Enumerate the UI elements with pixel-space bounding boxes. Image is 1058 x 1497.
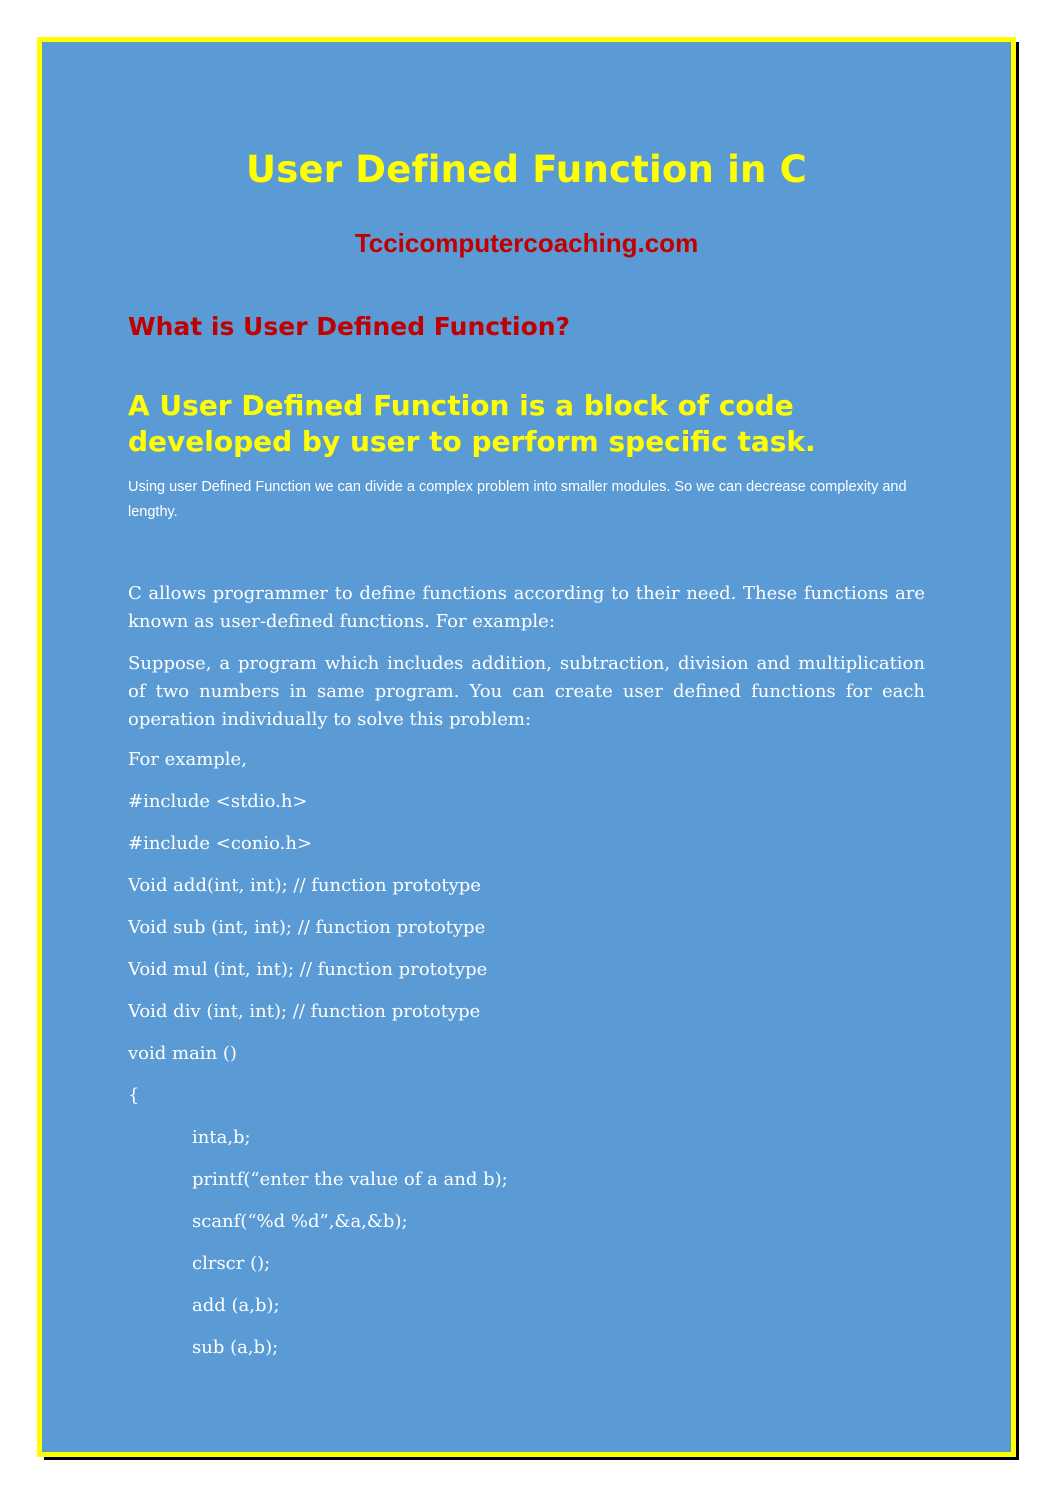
code-line: #include <conio.h> [128,833,313,854]
site-name: Tccicomputercoaching.com [354,228,699,258]
code-line: Void sub (int, int); // function prototype [128,917,486,938]
code-line: clrscr (); [192,1253,271,1274]
code-line: Void mul (int, int); // function prototype [128,959,488,980]
code-line: { [128,1085,140,1106]
document-page [37,37,1016,1457]
code-line: void main () [128,1043,237,1064]
code-line: scanf(“%d %d”,&a,&b); [192,1211,408,1232]
code-line: For example, [128,749,247,770]
note-text: Using user Defined Function we can divide a complex problem into smaller modules. So we can decrease complexity and lengthy. [128,479,907,520]
code-line: Void add(int, int); // function prototype [128,875,481,896]
body-paragraph-1: C allows programmer to define functions according to their need. These functions are known as user-defined functions. For example: [128,583,925,632]
code-line: inta,b; [192,1127,251,1148]
code-line: printf(“enter the value of a and b); [192,1169,508,1190]
body-paragraph-2: Suppose, a program which includes addition, subtraction, division and multiplication of two numbers in same program. You can create user defined functions for each operation individually to solve this problem: [128,653,925,730]
code-line: Void div (int, int); // function prototype [128,1001,481,1022]
section-heading: What is User Defined Function? [128,312,571,341]
document-title: User Defined Function in C [246,148,807,191]
definition-text: A User Defined Function is a block of code developed by user to perform specific task. [128,389,816,458]
code-listing [128,739,508,1369]
code-line: #include <stdio.h> [128,791,308,812]
code-line: add (a,b); [192,1295,280,1316]
code-line: sub (a,b); [192,1337,279,1358]
